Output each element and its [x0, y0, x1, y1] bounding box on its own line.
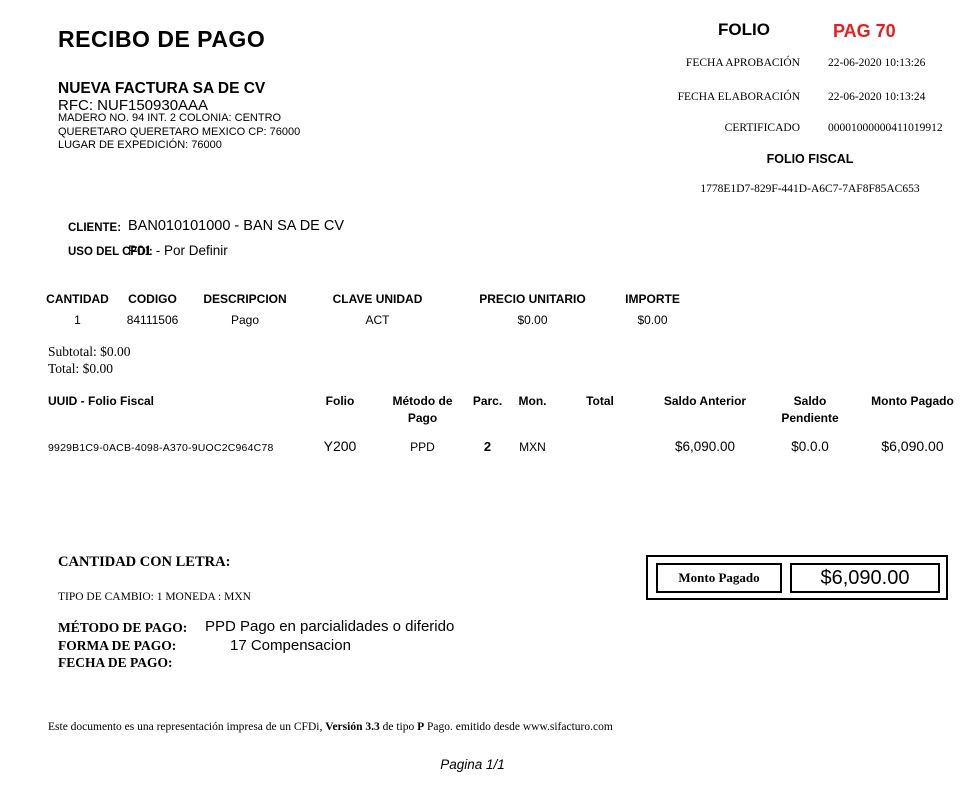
pay-header-saldo-anterior: Saldo Anterior [663, 394, 747, 408]
cliente-label: CLIENTE: [68, 222, 122, 234]
fecha-elaboracion-label: FECHA ELABORACIÓN [677, 91, 800, 103]
footer-text-3: Pago. emitido desde www.sifacturo.com [424, 721, 613, 733]
pay-folio: Y200 [323, 438, 357, 454]
pay-saldo-pendiente: $0.0.0 [791, 439, 829, 454]
pay-monto-pagado: $6,090.00 [881, 438, 944, 454]
metodo-de-pago-value: PPD Pago en parcialidades o diferido [205, 618, 455, 635]
monto-pagado-box-label: Monto Pagado [656, 563, 782, 593]
pay-parc: 2 [483, 439, 492, 454]
pay-header-mon: Mon. [518, 394, 547, 408]
uso-cfdi-value: P01 - Por Definir [128, 243, 228, 258]
items-header-descripcion: DESCRIPCION [203, 292, 287, 306]
item-descripcion: Pago [230, 313, 260, 327]
fecha-de-pago-label: FECHA DE PAGO: [58, 655, 173, 670]
item-clave-unidad: ACT [365, 313, 390, 327]
fecha-aprobacion-label: FECHA APROBACIÓN [685, 57, 800, 69]
monto-pagado-box [646, 555, 948, 600]
emitter-address-line3: LUGAR DE EXPEDICIÓN: 76000 [58, 139, 222, 151]
footer-tipo-bold: P [417, 721, 425, 733]
legal-footer [48, 721, 613, 733]
folio-fiscal-label: FOLIO FISCAL [766, 152, 854, 166]
footer-version-bold: Versión 3.3 [325, 721, 380, 733]
pay-header-parc: Parc. [472, 394, 503, 408]
certificado-label: CERTIFICADO [724, 122, 800, 134]
metodo-de-pago-label: MÉTODO DE PAGO: [58, 620, 188, 635]
items-header-codigo: CODIGO [128, 292, 177, 306]
payment-info-labels [58, 619, 187, 672]
meta-row-fecha-aprobacion [610, 57, 965, 69]
payments-table-header [40, 393, 970, 428]
items-header-importe: IMPORTE [625, 292, 680, 306]
page-title: RECIBO DE PAGO [58, 26, 266, 52]
fecha-elaboracion-value: 22-06-2020 10:13:24 [828, 91, 926, 103]
item-precio-unitario: $0.00 [517, 313, 548, 327]
item-importe: $0.00 [637, 313, 668, 327]
certificado-value: 00001000000411019912 [828, 122, 943, 134]
meta-row-fecha-elaboracion [610, 91, 965, 103]
folio-page-number: PAG 70 [833, 21, 896, 41]
footer-text-1: Este documento es una representación impresa de un CFDi, [48, 721, 326, 733]
meta-row-certificado [610, 122, 965, 134]
page-indicator: Pagina 1/1 [440, 757, 505, 772]
cliente-value: BAN010101000 - BAN SA DE CV [128, 218, 345, 234]
pay-header-metodo-pago: Método de Pago [392, 394, 453, 426]
pay-mon: MXN [519, 440, 546, 454]
forma-de-pago-value: 17 Compensacion [230, 637, 351, 654]
pay-uuid: 9929B1C9-0ACB-4098-A370-9UOC2C964C78 [48, 442, 274, 454]
footer-text-2: de tipo [379, 721, 418, 733]
forma-de-pago-label: FORMA DE PAGO: [58, 637, 177, 653]
pay-header-saldo-pendiente: Saldo Pendiente [781, 394, 839, 426]
item-codigo: 84111506 [126, 313, 179, 327]
emitter-address-line1: MADERO NO. 94 INT. 2 COLONIA: CENTRO [58, 112, 282, 124]
pay-header-total: Total [586, 394, 614, 408]
cantidad-con-letra-label: CANTIDAD CON LETRA: [58, 554, 231, 570]
pay-header-folio: Folio [325, 394, 355, 408]
emitter-rfc: RFC: NUF150930AAA [58, 97, 209, 114]
monto-pagado-box-value: $6,090.00 [790, 563, 940, 593]
pay-saldo-anterior: $6,090.00 [674, 439, 736, 454]
items-table-header [40, 292, 720, 306]
pay-metodo: PPD [410, 440, 435, 454]
folio-fiscal-value: 1778E1D7-829F-441D-A6C7-7AF8F85AC653 [700, 183, 920, 195]
folio-label: FOLIO [718, 20, 770, 39]
items-header-precio-unitario: PRECIO UNITARIO [479, 292, 586, 306]
fecha-aprobacion-value: 22-06-2020 10:13:26 [828, 57, 926, 69]
emitter-name: NUEVA FACTURA SA DE CV [58, 80, 266, 97]
items-header-cantidad: CANTIDAD [46, 292, 109, 306]
items-table-row [40, 313, 720, 327]
pay-header-monto-pagado: Monto Pagado [871, 394, 954, 408]
emitter-address [58, 112, 300, 153]
uso-cfdi-label: USO DEL CFDI: [68, 246, 153, 258]
item-cantidad: 1 [74, 313, 81, 327]
tipo-de-cambio-text: TIPO DE CAMBIO: 1 MONEDA : MXN [58, 591, 251, 603]
subtotal-text: Subtotal: $0.00 [48, 344, 131, 359]
items-header-clave-unidad: CLAVE UNIDAD [332, 292, 423, 306]
total-text: Total: $0.00 [48, 361, 114, 376]
emitter-address-line2: QUERETARO QUERETARO MEXICO CP: 76000 [58, 125, 301, 138]
pay-header-uuid: UUID - Folio Fiscal [48, 394, 155, 408]
payments-table-row [40, 438, 970, 454]
